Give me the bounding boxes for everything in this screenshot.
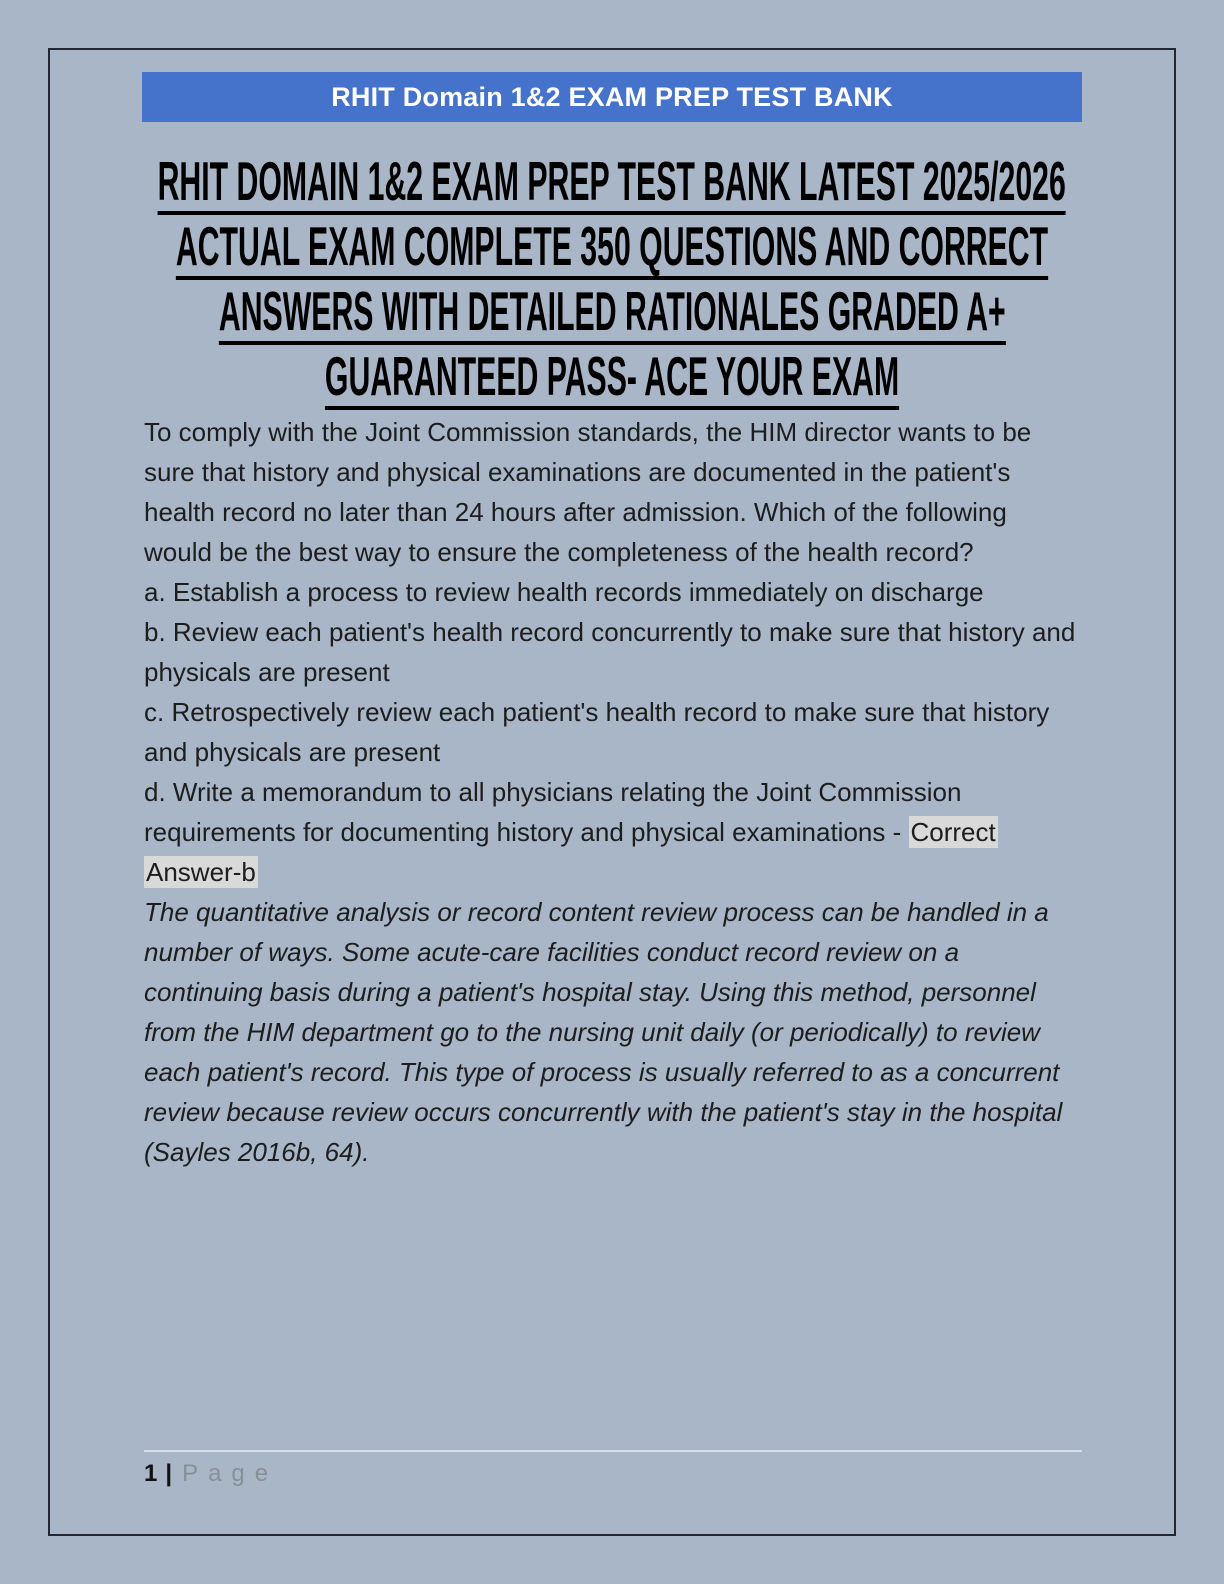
page-footer xyxy=(144,1450,1082,1488)
footer-text xyxy=(144,1460,1082,1488)
document-body xyxy=(50,412,1174,1172)
main-title xyxy=(50,152,1174,412)
page-number: 1 xyxy=(144,1460,158,1487)
main-title-line-3 xyxy=(50,282,1174,347)
correct-answer-value: Answer-b xyxy=(146,857,256,887)
page-frame xyxy=(48,48,1176,1536)
main-title-text-1: RHIT DOMAIN 1&2 EXAM PREP TEST BANK LATEST 2025/2026 xyxy=(158,154,1066,215)
rationale-paragraph: The quantitative analysis or record content review process can be handled in a number of ways. Some acute-care facilities conduct record review on a continuing basis during a patient's hospital stay. Using this method, personnel from the HIM department go to the nursing unit daily (or periodically) to review each patient's record. This type of process is usually referred to as a concurrent review because review occurs concurrently with the patient's stay in the hospital (Sayles 2016b, 64). xyxy=(144,897,1063,1167)
option-d-text: d. Write a memorandum to all physicians relating the Joint Commission requirements for documenting history and physical examinations - xyxy=(144,777,962,847)
main-title-text-2: ACTUAL EXAM COMPLETE 350 QUESTIONS AND CORRECT xyxy=(176,219,1048,280)
correct-answer-highlight: Correct xyxy=(910,817,996,847)
main-title-text-3: ANSWERS WITH DETAILED RATIONALES GRADED A+ xyxy=(219,284,1006,345)
page-word: Page xyxy=(182,1460,279,1487)
main-title-text-4: GUARANTEED PASS- ACE YOUR EXAM xyxy=(325,349,899,410)
option-b: b. Review each patient's health record concurrently to make sure that history and physicals are present xyxy=(144,617,1076,687)
option-a: a. Establish a process to review health records immediately on discharge xyxy=(144,577,984,607)
header-banner-label: RHIT Domain 1&2 EXAM PREP TEST BANK xyxy=(331,81,893,112)
question-paragraph: To comply with the Joint Commission standards, the HIM director wants to be sure that history and physical examinations are documented in the patient's health record no later than 24 hours after admission. Which of the following would be the best way to ensure the completeness of the health record? xyxy=(144,417,1032,567)
main-title-line-1 xyxy=(50,152,1174,217)
option-c: c. Retrospectively review each patient's health record to make sure that history and physicals are present xyxy=(144,697,1050,767)
main-title-line-4 xyxy=(50,347,1174,412)
footer-separator: | xyxy=(165,1460,173,1487)
header-banner xyxy=(142,72,1082,122)
footer-rule xyxy=(144,1450,1082,1452)
option-d xyxy=(144,772,1080,892)
main-title-line-2 xyxy=(50,217,1174,282)
